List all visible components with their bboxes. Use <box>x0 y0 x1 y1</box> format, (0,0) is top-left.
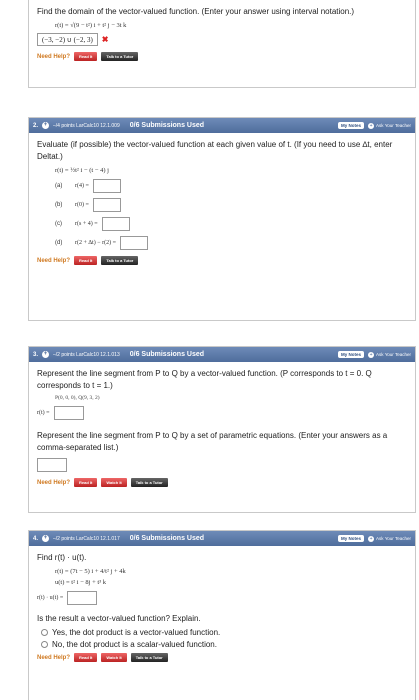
q2-help <box>37 256 407 265</box>
q2-part-b <box>37 198 407 212</box>
watch-it-button[interactable]: Watch It <box>101 653 126 662</box>
question-number: 2. <box>33 122 39 129</box>
q1-equation: r(t) = √(9 − t²) i + t² j − 3t k <box>55 22 127 29</box>
q4-dot-row <box>37 591 407 605</box>
my-notes-button[interactable]: My Notes <box>338 535 364 542</box>
my-notes-button[interactable]: My Notes <box>338 122 364 129</box>
submissions-label: 0/6 Submissions Used <box>129 122 205 129</box>
expand-icon[interactable]: + <box>43 122 48 128</box>
q3-vector-input[interactable] <box>54 406 84 420</box>
part-label: (b) <box>55 202 63 208</box>
q2-part-d <box>37 236 407 250</box>
option-label: No, the dot product is a scalar-valued function. <box>52 640 217 649</box>
ask-teacher-button[interactable] <box>368 352 411 358</box>
talk-to-tutor-button[interactable]: Talk to a Tutor <box>131 478 168 487</box>
ask-teacher-button[interactable] <box>368 536 411 542</box>
incorrect-icon: ✖ <box>101 35 109 44</box>
read-it-button[interactable]: Read It <box>74 256 97 265</box>
part-label: (a) <box>55 183 63 189</box>
points-label: –/2 points LarCalc10 12.1.017 <box>53 535 120 542</box>
q4-question: Is the result a vector-valued function? Explain. <box>37 614 201 623</box>
q3-parametric-input[interactable] <box>37 458 67 472</box>
q4-dot-input[interactable] <box>67 591 97 605</box>
q2-prompt: Evaluate (if possible) the vector-valued function at each given value of t. (If you need to use ∆t, enter Deltat.) <box>37 140 393 161</box>
expand-icon[interactable]: + <box>43 351 48 357</box>
question-number: 4. <box>33 535 39 542</box>
talk-to-tutor-button[interactable]: Talk to a Tutor <box>101 256 138 265</box>
ask-teacher-label: Ask Your Teacher <box>376 352 411 357</box>
part-label: (c) <box>55 221 62 227</box>
option-label: Yes, the dot product is a vector-valued function. <box>52 628 221 637</box>
points-label: –/2 points LarCalc10 12.1.013 <box>53 351 120 358</box>
q2-part-a <box>37 179 407 193</box>
q3-header <box>29 347 415 362</box>
question-4 <box>28 530 416 700</box>
question-number: 3. <box>33 351 39 358</box>
ask-teacher-button[interactable] <box>368 123 411 129</box>
part-expr: r(s + 4) = <box>75 221 98 227</box>
read-it-button[interactable]: Read It <box>74 653 97 662</box>
need-help-label: Need Help? <box>37 654 71 661</box>
q1-help <box>37 52 407 61</box>
q4-option-yes[interactable] <box>41 628 407 637</box>
radio-button[interactable] <box>41 641 48 648</box>
q4-prompt: Find r(t) · u(t). <box>37 553 87 562</box>
q2-part-a-input[interactable] <box>93 179 121 193</box>
question-2 <box>28 117 416 321</box>
q2-equation: r(t) = ½t² i − (t − 4) j <box>55 167 109 174</box>
q3-prompt-2: Represent the line segment from P to Q by a set of parametric equations. (Enter your answers as a comma-separated list.) <box>37 431 388 452</box>
part-expr: r(0) = <box>75 202 89 208</box>
q3-prompt-1: Represent the line segment from P to Q by a vector-valued function. (P corresponds to t = 0. Q corresponds to t = 1.) <box>37 369 372 390</box>
q1-answer-input[interactable]: (−3, −2) ∪ (−2, 3) <box>37 33 98 46</box>
q4-header <box>29 531 415 546</box>
q4-help <box>37 653 407 662</box>
q3-help <box>37 478 407 487</box>
part-expr: r(2 + ∆t) − r(2) = <box>75 240 116 246</box>
plus-icon: + <box>369 535 373 542</box>
q2-part-b-input[interactable] <box>93 198 121 212</box>
question-1 <box>28 0 416 88</box>
read-it-button[interactable]: Read It <box>74 478 97 487</box>
q2-part-c <box>37 217 407 231</box>
q2-header <box>29 118 415 133</box>
q2-part-c-input[interactable] <box>102 217 130 231</box>
q4-eq-u: u(t) = t² i − 8j + t³ k <box>55 579 107 586</box>
talk-to-tutor-button[interactable]: Talk to a Tutor <box>101 52 138 61</box>
my-notes-button[interactable]: My Notes <box>338 351 364 358</box>
part-label: (d) <box>55 240 63 246</box>
points-label: –/4 points LarCalc10 12.1.009 <box>53 122 120 129</box>
plus-icon: + <box>369 351 373 358</box>
read-it-button[interactable]: Read It <box>74 52 97 61</box>
submissions-label: 0/6 Submissions Used <box>129 535 205 542</box>
dot-label: r(t) · u(t) = <box>37 595 64 601</box>
radio-button[interactable] <box>41 629 48 636</box>
part-expr: r(4) = <box>75 183 89 189</box>
ask-teacher-label: Ask Your Teacher <box>376 536 411 541</box>
ask-teacher-label: Ask Your Teacher <box>376 123 411 128</box>
q1-prompt: Find the domain of the vector-valued function. (Enter your answer using interval notation.) <box>37 7 355 16</box>
talk-to-tutor-button[interactable]: Talk to a Tutor <box>131 653 168 662</box>
need-help-label: Need Help? <box>37 479 71 486</box>
question-3 <box>28 346 416 513</box>
q2-part-d-input[interactable] <box>120 236 148 250</box>
q3-points-pq: P(0, 0, 0), Q(9, 3, 2) <box>55 395 100 401</box>
plus-icon: + <box>369 122 373 129</box>
need-help-label: Need Help? <box>37 53 71 60</box>
q4-option-no[interactable] <box>41 640 407 649</box>
expand-icon[interactable]: + <box>43 535 48 541</box>
watch-it-button[interactable]: Watch It <box>101 478 126 487</box>
need-help-label: Need Help? <box>37 257 71 264</box>
q4-eq-r: r(t) = (7t − 5) i + 4/t² j + 4k <box>55 568 126 575</box>
r-label: r(t) = <box>37 410 50 416</box>
q3-r-row <box>37 406 407 420</box>
submissions-label: 0/6 Submissions Used <box>129 351 205 358</box>
